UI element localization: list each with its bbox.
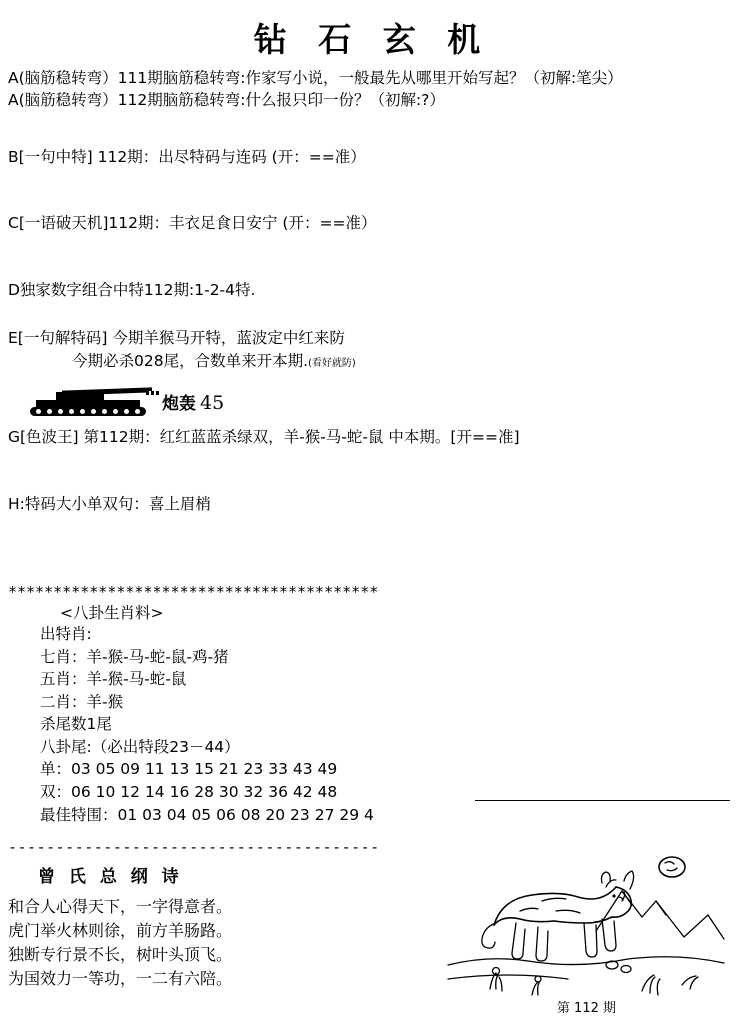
section-e-note: (看好就防): [308, 357, 356, 369]
cannon-label: 炮轰: [162, 394, 196, 415]
cannon-row: [0, 382, 744, 416]
bagua-row-3: 杀尾数1尾: [40, 715, 112, 734]
riddle-line-111: A(脑筋稳转弯）111期脑筋稳转弯:作家写小说，一般最先从哪里开始写起？（初解:笔尖）: [8, 69, 623, 87]
bagua-lead: 出特肖:: [40, 625, 92, 644]
spacer-6: [0, 416, 744, 426]
poem-title: 曾 氏 总 纲 诗: [38, 867, 183, 887]
poem-line-2: 独断专行景不长，树叶头顶飞。: [8, 945, 233, 964]
rhino-drawing: [446, 839, 726, 1014]
bagua-heading: <八卦生肖料>: [60, 604, 164, 623]
spacer-1: [0, 112, 744, 146]
bagua-row-0: 七肖：羊-猴-马-蛇-鼠-鸡-猪: [40, 647, 229, 666]
spacer-4: [0, 301, 744, 327]
section-b: B[一句中特] 112期：出尽特码与连码 (开：==准）: [8, 147, 366, 166]
section-h: H:特码大小单双句：喜上眉梢: [8, 494, 211, 513]
spacer-7: [0, 449, 744, 483]
tank-icon: [28, 386, 158, 416]
riddle-line-112: A(脑筋稳转弯）112期脑筋稳转弯:什么报只印一份？（初解:?）: [8, 91, 445, 110]
bagua-even-numbers: 双：06 10 12 14 16 28 30 32 36 42 48: [40, 782, 338, 801]
poem-line-3: 为国效力一等功，一二有六陪。: [8, 969, 233, 988]
spacer-3b: [0, 269, 744, 279]
page-title: 钻 石 玄 机: [253, 20, 491, 59]
spacer-3: [0, 235, 744, 269]
bagua-row-4: 八卦尾:（必出特段23－44）: [40, 737, 240, 756]
bagua-odd-numbers: 单：03 05 09 11 13 15 21 23 33 43 49: [40, 760, 338, 779]
poem-line-0: 和合人心得天下，一字得意者。: [8, 897, 233, 916]
spacer-7b: [0, 483, 744, 493]
spacer-8: [0, 515, 744, 549]
bagua-row-2: 二肖：羊-猴: [40, 692, 124, 711]
bagua-best-range-clipped: 最佳特围：01 03 04 05 06 08 20 23 27 29 4: [40, 805, 374, 824]
bagua-row-1: 五肖：羊-猴-马-蛇-鼠: [40, 670, 187, 689]
poem-line-1: 虎门举火林则徐，前方羊肠路。: [8, 921, 233, 940]
cannon-number: 45: [200, 392, 225, 415]
footer-block: [0, 838, 430, 991]
spacer-2b: [0, 202, 744, 212]
section-e-line2: [0, 350, 744, 372]
section-d: D独家数字组合中特112期:1-2-4特.: [8, 280, 256, 299]
spacer-8b: [0, 549, 744, 583]
tank-muzzle-flash-icon: [146, 391, 160, 395]
spacer-5: [0, 372, 744, 382]
star-divider: *****************************************: [8, 583, 379, 602]
section-e-line2-text: 今期必杀028尾，合数单来开本期.: [72, 351, 309, 370]
footer-divider: ---------------------------------------: [8, 838, 380, 856]
tank-wheels-icon: [36, 409, 140, 414]
rhino-illustration-svg: [446, 839, 726, 1014]
horizontal-rule: [475, 800, 730, 801]
illustration-caption: 第 112 期: [556, 1001, 616, 1016]
section-e-line1: E[一句解特码] 今期羊猴马开特，蓝波定中红来防: [8, 329, 345, 348]
section-c: C[一语破天机]112期：丰衣足食日安宁 (开：==准）: [8, 214, 377, 233]
spacer-2: [0, 168, 744, 202]
section-g: G[色波王] 第112期：红红蓝蓝杀绿双，羊-猴-马-蛇-鼠 中本期。[开==准]: [8, 428, 520, 447]
